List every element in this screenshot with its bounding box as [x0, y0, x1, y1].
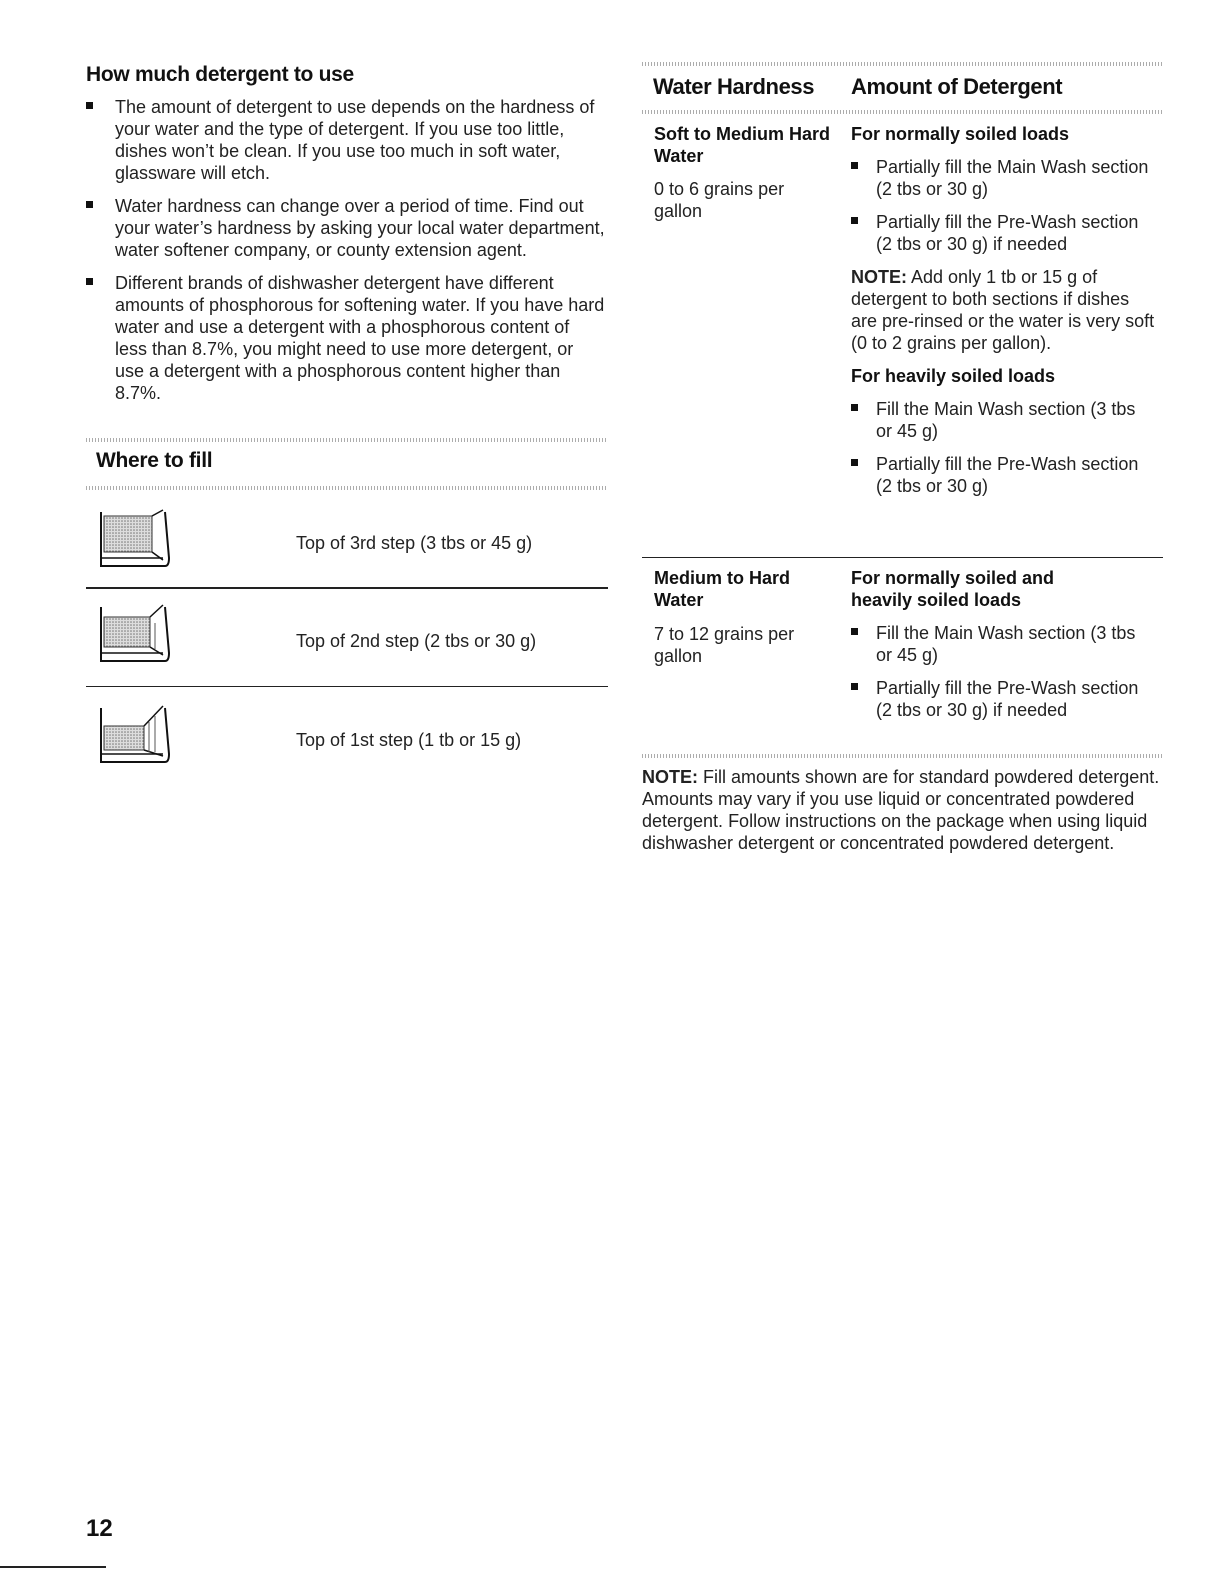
bullet-icon [851, 404, 858, 411]
bullet-icon [851, 683, 858, 690]
dispenser-3rd-step-icon [97, 508, 173, 568]
note-label: NOTE: [851, 267, 907, 287]
grains-text: 0 to 6 grains per gallon [654, 179, 785, 221]
note-label: NOTE: [642, 767, 698, 787]
dispenser-1st-step-icon [97, 704, 173, 764]
list-item-text: Fill the Main Wash section (3 tbs or 45 g) [876, 623, 1136, 665]
note-text: Fill amounts shown are for standard powdered detergent. Amounts may vary if you use liquid or concentrated powdered detergent. Follow instructions on the package when using liquid dishwasher detergent or concentrated powdered detergent. [642, 767, 1160, 853]
table-header-amount: Amount of Detergent [851, 74, 1063, 99]
list-item-text: Fill the Main Wash section (3 tbs or 45 g) [876, 399, 1136, 441]
detergent-bullet-list [86, 96, 606, 404]
load-type-title: For heavily soiled loads [851, 366, 1056, 386]
bottom-note [642, 766, 1162, 854]
section-heading-where-to-fill: Where to fill [96, 449, 213, 472]
amount-cell [851, 123, 1156, 497]
fill-step-label: Top of 3rd step (3 tbs or 45 g) [296, 533, 533, 553]
bullet-icon [851, 628, 858, 635]
load-type-title: For normally soiled loads [851, 124, 1070, 144]
list-item-text: Partially fill the Pre-Wash section (2 tbs or 30 g) if needed [876, 678, 1139, 720]
note-text: Add only 1 tb or 15 g of detergent to both sections if dishes are pre-rinsed or the water is very soft (0 to 2 grains per gallon). [851, 267, 1155, 353]
grains-text: 7 to 12 grains per gallon [654, 624, 795, 666]
divider [86, 438, 608, 442]
list-item-text: The amount of detergent to use depends on the hardness of your water and the type of detergent. If you use too little, dishes won’t be clean. If you use too much in soft water, glassware will etch. [115, 97, 595, 183]
divider [86, 587, 608, 589]
list-item [86, 195, 606, 261]
bullet-icon [851, 162, 858, 169]
bullet-icon [851, 459, 858, 466]
list-item [851, 156, 1156, 200]
divider [642, 557, 1163, 558]
list-item [851, 398, 1156, 442]
bullet-icon [86, 201, 93, 208]
hardness-title: Soft to Medium Hard Water [654, 124, 830, 166]
bullet-icon [86, 278, 93, 285]
list-item [86, 96, 606, 184]
list-item [86, 272, 606, 404]
list-item [851, 453, 1156, 497]
list-item-text: Different brands of dishwasher detergent have different amounts of phosphorous for softening water. If you have hard water and use a detergent with a phosphorous content of less than 8.7%, you might need to use more detergent, or use a detergent with a phosphorous content higher than 8.7%. [115, 273, 605, 403]
bullet-icon [86, 102, 93, 109]
bullet-icon [851, 217, 858, 224]
list-item-text: Partially fill the Main Wash section (2 tbs or 30 g) [876, 157, 1149, 199]
list-item-text: Partially fill the Pre-Wash section (2 tbs or 30 g) if needed [876, 212, 1139, 254]
page-number: 12 [86, 1515, 113, 1542]
divider [86, 486, 608, 490]
list-item [851, 677, 1156, 721]
fill-step-label: Top of 2nd step (2 tbs or 30 g) [296, 631, 537, 651]
list-item [851, 211, 1156, 255]
section-heading-how-much: How much detergent to use [86, 63, 354, 86]
list-item-text: Water hardness can change over a period of time. Find out your water’s hardness by asking your local water department, water softener company, or county extension agent. [115, 196, 605, 260]
divider [642, 754, 1164, 758]
list-item-text: Partially fill the Pre-Wash section (2 tbs or 30 g) [876, 454, 1139, 496]
load-type-title: For normally soiled and heavily soiled loads [851, 568, 1055, 610]
divider [642, 62, 1162, 66]
table-header-water-hardness: Water Hardness [653, 74, 815, 99]
amount-cell [851, 567, 1156, 721]
divider [86, 686, 608, 687]
list-item [851, 622, 1156, 666]
fill-step-label: Top of 1st step (1 tb or 15 g) [296, 730, 522, 750]
dispenser-2nd-step-icon [97, 603, 173, 663]
divider [642, 110, 1162, 114]
footer-rule [0, 1566, 106, 1568]
hardness-title: Medium to Hard Water [654, 568, 791, 610]
note [851, 266, 1156, 354]
